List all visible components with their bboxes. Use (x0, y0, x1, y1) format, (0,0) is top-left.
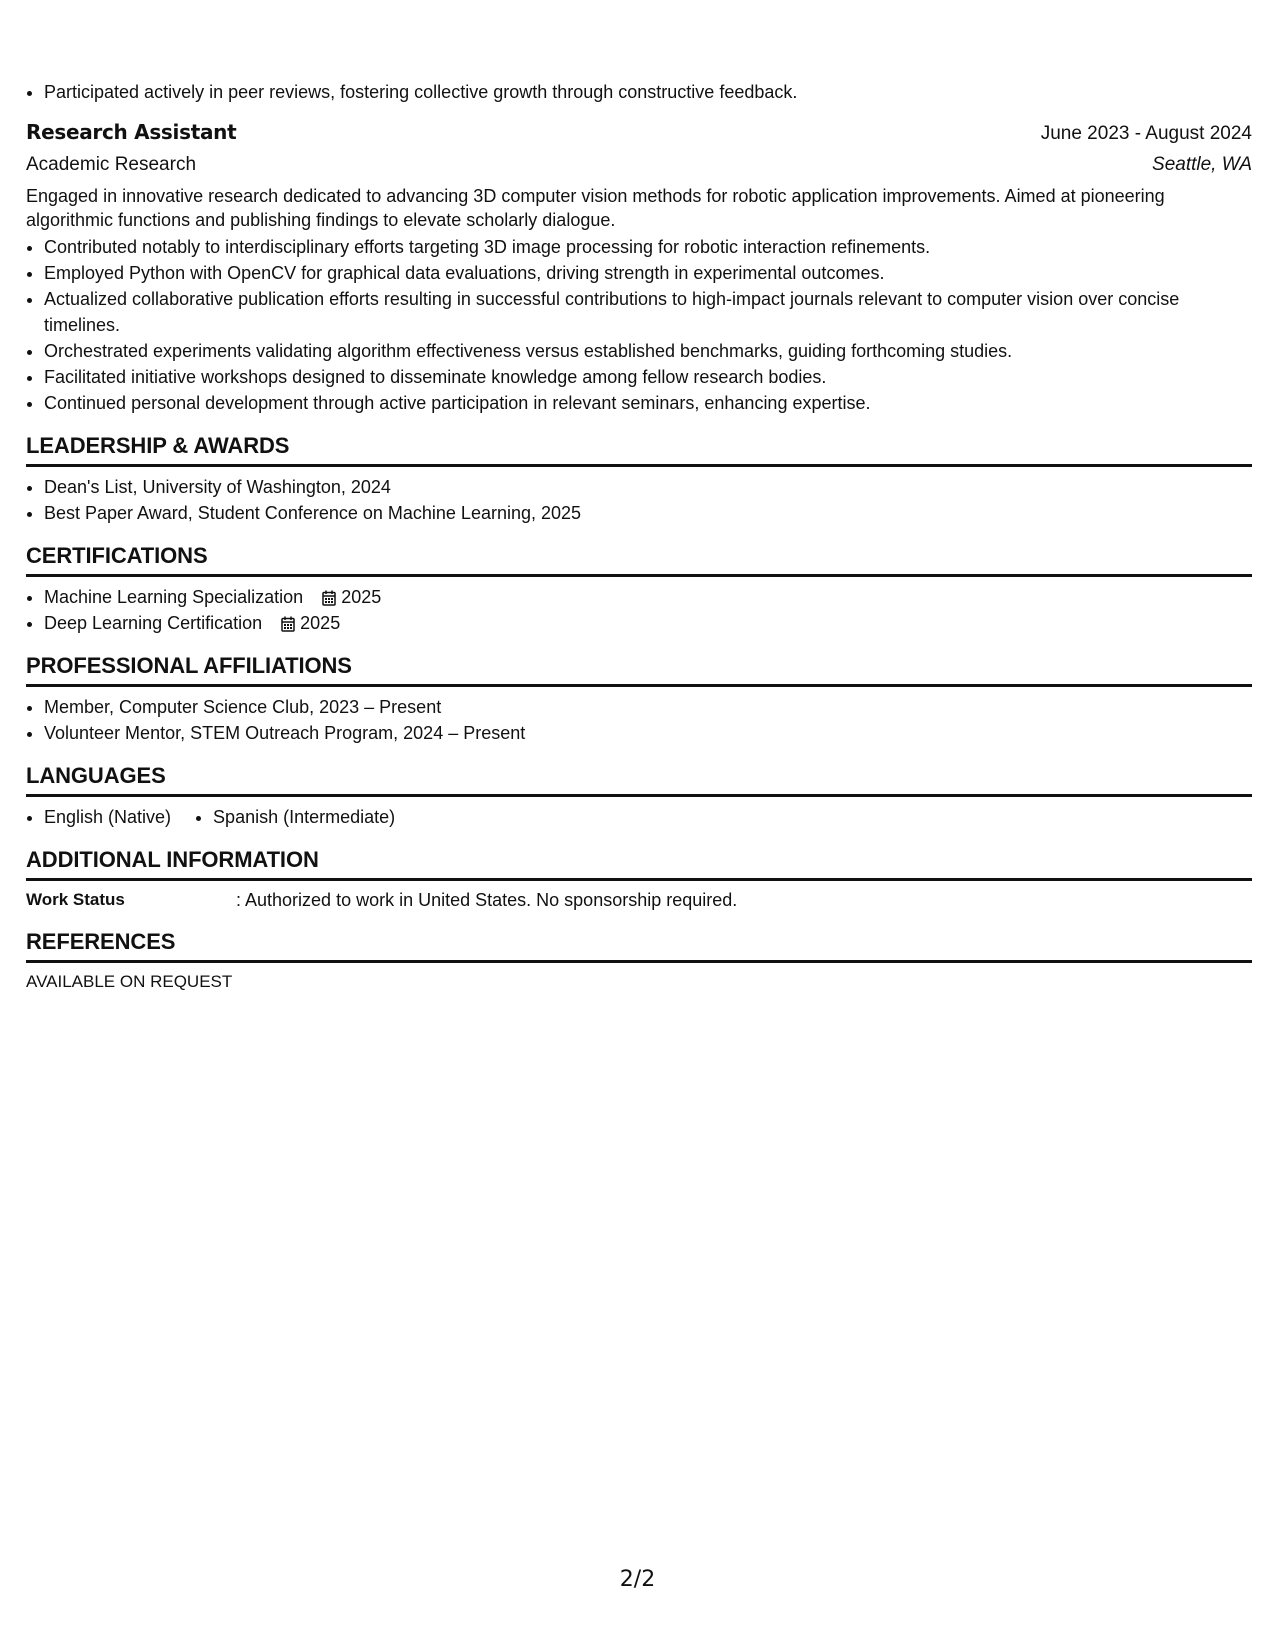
work-status-value: : Authorized to work in United States. No sponsorship required. (236, 890, 738, 910)
list-item: • Continued personal development through active participation in relevant seminars, enhancing expertise. (44, 390, 1252, 416)
job-location: Seattle, WA (1152, 154, 1252, 175)
list-item: • Best Paper Award, Student Conference on Machine Learning, 2025 (44, 500, 1252, 526)
work-status-label: Work Status (26, 890, 125, 909)
calendar-icon (322, 590, 336, 606)
job-summary: Engaged in innovative research dedicated to advancing 3D computer vision methods for robotic application improvements. Aimed at pioneering algorithmic functions and publishing findings to elevate scholarly dialogue. (26, 186, 1165, 230)
list-item: • Volunteer Mentor, STEM Outreach Program, 2024 – Present (44, 720, 1252, 746)
additional-info-heading: ADDITIONAL INFORMATION (26, 846, 1252, 881)
list-item: • Contributed notably to interdisciplinary efforts targeting 3D image processing for robotic interaction refinements. (44, 234, 1252, 260)
references-text: AVAILABLE ON REQUEST (26, 972, 233, 991)
job-bullets (26, 234, 1252, 416)
certifications-heading: CERTIFICATIONS (26, 542, 1252, 577)
resume-page (26, 0, 1252, 994)
certification-name: Machine Learning Specialization (44, 587, 304, 607)
list-item: • Employed Python with OpenCV for graphical data evaluations, driving strength in experimental outcomes. (44, 260, 1252, 286)
certification-year: 2025 (300, 613, 341, 633)
list-item: • Participated actively in peer reviews, fostering collective growth through constructive feedback. (44, 79, 1252, 105)
languages-heading: LANGUAGES (26, 762, 1252, 797)
calendar-icon (281, 616, 295, 632)
list-item (44, 584, 1252, 610)
leadership-heading: LEADERSHIP & AWARDS (26, 432, 1252, 467)
list-item: • Dean's List, University of Washington, 2024 (44, 474, 1252, 500)
certification-year: 2025 (341, 587, 382, 607)
job-header-row (26, 118, 1252, 148)
affiliations-heading: PROFESSIONAL AFFILIATIONS (26, 652, 1252, 687)
job-title: Research Assistant (26, 120, 237, 144)
certification-name: Deep Learning Certification (44, 613, 263, 633)
affiliations-list (26, 694, 1252, 746)
list-item: • Spanish (Intermediate) (213, 804, 395, 830)
list-item: • English (Native) (44, 804, 171, 830)
previous-experience-bullets (26, 79, 1252, 105)
languages-list (26, 804, 1252, 830)
work-status-row (26, 888, 1252, 912)
page-number: 2/2 (619, 1567, 656, 1592)
job-organization: Academic Research (26, 154, 197, 175)
list-item: • Actualized collaborative publication efforts resulting in successful contributions to high-impact journals relevant to computer vision over concise timelines. (44, 286, 1252, 338)
certifications-list (26, 584, 1252, 636)
references-heading: REFERENCES (26, 928, 1252, 963)
list-item: • Orchestrated experiments validating algorithm effectiveness versus established benchmarks, guiding forthcoming studies. (44, 338, 1252, 364)
leadership-list (26, 474, 1252, 526)
list-item: • Facilitated initiative workshops designed to disseminate knowledge among fellow research bodies. (44, 364, 1252, 390)
job-subheader-row (26, 148, 1252, 179)
list-item (44, 610, 1252, 636)
research-assistant-entry (26, 118, 1252, 416)
list-item: • Member, Computer Science Club, 2023 – Present (44, 694, 1252, 720)
job-dates: June 2023 - August 2024 (1040, 123, 1252, 144)
